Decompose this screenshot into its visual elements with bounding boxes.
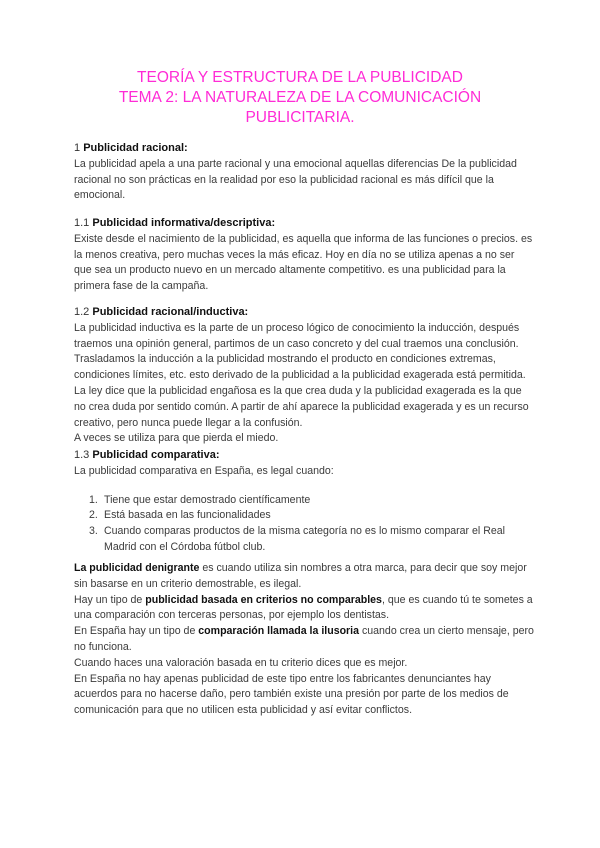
section-1-2 (74, 305, 534, 447)
section-1-1-heading (74, 216, 534, 232)
list-item-text: Tiene que estar demostrado científicamente (104, 493, 311, 506)
paragraph-text: Hay un tipo de (74, 593, 146, 606)
paragraph-valoracion: Cuando haces una valoración basada en tu criterio dices que es mejor. (74, 656, 408, 669)
list-item-text: Está basada en las funcionalidades (104, 509, 271, 522)
list-item (87, 508, 534, 524)
section-1-2-body: La publicidad inductiva es la parte de un proceso lógico de conocimiento la inducción, después traemos una opinión general, partimos de un caso concreto y del cual traemos una conclusión. Trasladamos la inducción a la publicidad mostrando el producto en condiciones extremas, condiciones límites, etc. esto derivado de la publicidad a la publicidad exagerada está permitida. La ley dice que la publicidad engañosa es la que crea duda y la publicidad exagerada es la que no crea duda por sentido común. A partir de ahí aparece la publicidad exagerada y es un recurso creativo, pero nunca puede llegar a la confusión. (74, 321, 529, 429)
paragraph-text: cuando crea un cierto mensaje, pero no funciona. (74, 625, 534, 653)
list-item (87, 524, 534, 556)
paragraph-denigrante (74, 561, 534, 593)
term-denigrante: La publicidad denigrante (74, 562, 200, 574)
paragraph-ilusoria (74, 624, 534, 656)
list-item-number: 2. (89, 509, 98, 522)
section-1-2-heading (74, 305, 534, 321)
section-1-3-heading (74, 448, 534, 464)
section-1-1 (74, 216, 534, 295)
section-1-2-title: Publicidad racional/inductiva: (92, 306, 249, 318)
section-1-heading (74, 141, 534, 157)
list-item-text: Cuando comparas productos de la misma categoría no es lo mismo comparar el Real Madrid con el Córdoba fútbol club. (104, 525, 505, 553)
title-line-1: TEORÍA Y ESTRUCTURA DE LA PUBLICIDAD (137, 69, 463, 86)
title-line-3: PUBLICITARIA. (245, 109, 355, 126)
list-item-number: 1. (89, 493, 98, 506)
section-1-title: Publicidad racional: (83, 142, 188, 154)
paragraph-espana: En España no hay apenas publicidad de este tipo entre los fabricantes denunciantes hay acuerdos para no hacerse daño, pero también existe una presión por parte de los medios de comunicación para que no utilicen esta publicidad y así evitar conflictos. (74, 672, 509, 717)
term-ilusoria: comparación llamada la ilusoria (198, 625, 360, 638)
section-1-3-intro: La publicidad comparativa en España, es legal cuando: (74, 464, 334, 477)
section-1-1-title: Publicidad informativa/descriptiva: (92, 217, 276, 229)
section-1 (74, 141, 534, 204)
section-1-body: La publicidad apela a una parte racional y una emocional aquellas diferencias De la publicidad racional no son prácticas en la realidad por eso la publicidad racional es más difícil que la emocional. (74, 157, 517, 202)
section-1-3 (74, 448, 534, 556)
term-no-comparables: publicidad basada en criterios no comparables (145, 593, 382, 606)
section-1-3-number: 1.3 (74, 449, 90, 461)
title-line-2: TEMA 2: LA NATURALEZA DE LA COMUNICACIÓN (118, 89, 482, 106)
section-1-2-note: A veces se utiliza para que pierda el miedo. (74, 432, 279, 445)
paragraph-no-comparables (74, 593, 534, 625)
section-1-number: 1 (74, 142, 81, 154)
paragraph-text: es cuando utiliza sin nombres a otra marca, para decir que soy mejor sin basarse en un criterio demostrable, es ilegal. (74, 562, 527, 590)
conditions-list (87, 493, 534, 556)
section-denigrante (74, 561, 534, 719)
paragraph-text: , que es cuando tú te sometes a una comparación con terceras personas, por ejemplo los dentistas. (74, 593, 533, 622)
section-1-3-title: Publicidad comparativa: (92, 449, 220, 461)
section-1-2-number: 1.2 (74, 306, 90, 318)
section-1-1-body: Existe desde el nacimiento de la publicidad, es aquella que informa de las funciones o precios. es la menos creativa, pero muchas veces la más eficaz. Hoy en día no se utiliza apenas a no ser que sea un producto nuevo en un mercado altamente competitivo. es una publicidad para la primera fase de la campaña. (74, 232, 533, 293)
section-1-1-number: 1.1 (74, 217, 90, 229)
list-item-number: 3. (89, 525, 98, 538)
list-item (87, 493, 534, 509)
document-title (0, 68, 600, 128)
paragraph-text: En España hay un tipo de (74, 625, 199, 638)
